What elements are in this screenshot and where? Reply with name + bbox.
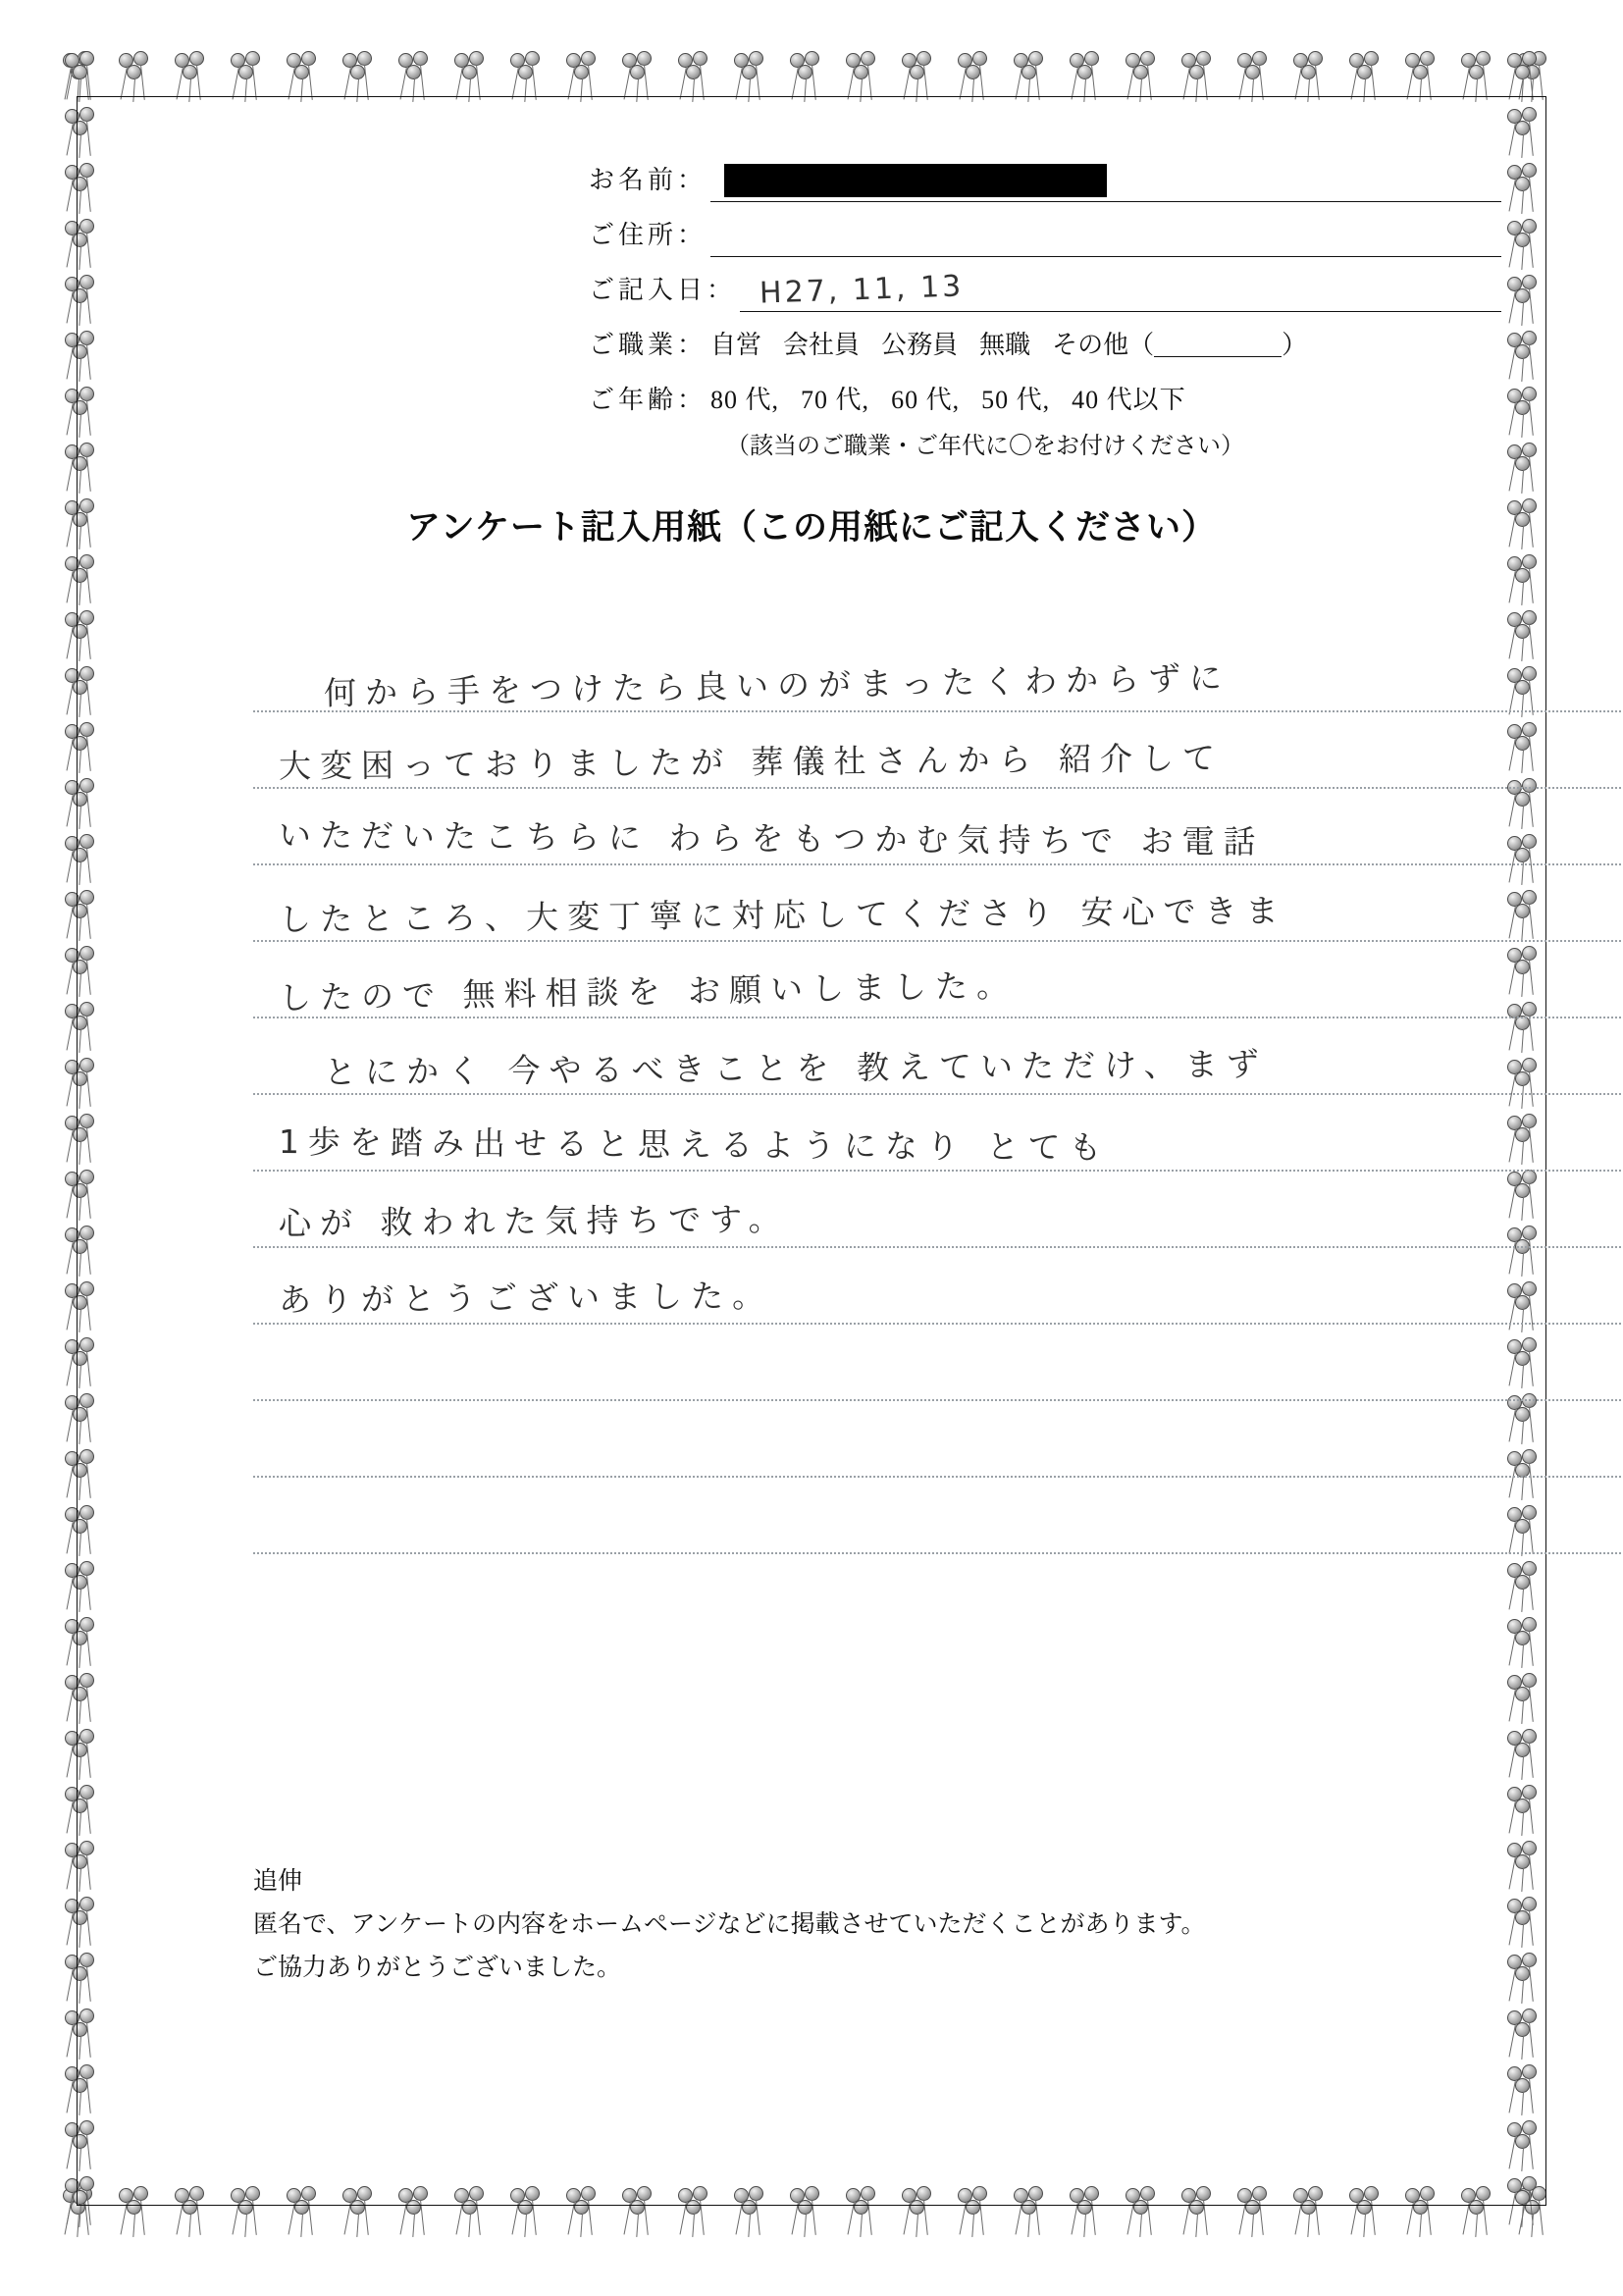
address-colon: ： [677, 221, 704, 249]
field-row-age [589, 367, 1501, 422]
footer-line-3: ご協力ありがとうございました。 [253, 1954, 622, 1981]
handwriting-line[interactable] [253, 1248, 1623, 1325]
field-row-address [589, 202, 1501, 257]
header-fields [589, 147, 1501, 460]
age-option-60s[interactable]: 60 代, [891, 386, 961, 414]
field-row-date [589, 257, 1501, 312]
handwriting-line[interactable] [253, 1401, 1623, 1478]
handwriting-line[interactable] [253, 1018, 1623, 1095]
date-input[interactable] [740, 270, 1501, 312]
handwriting-text: 大変困っておりましたが 葬儀社さんから 紹介して [278, 738, 1225, 786]
handwriting-line[interactable] [253, 1172, 1623, 1248]
date-label: ご記入日 [589, 276, 707, 304]
handwriting-line[interactable] [253, 1095, 1623, 1172]
age-colon: ： [677, 386, 704, 414]
handwriting-line[interactable] [253, 789, 1623, 865]
occupation-option-unemployed[interactable]: 無職 [979, 331, 1031, 359]
date-colon: ： [707, 276, 733, 304]
occupation-option-self-employed[interactable]: 自営 [710, 331, 762, 359]
occupation-other-close: ） [1282, 331, 1308, 359]
occupation-colon: ： [677, 331, 704, 359]
occupation-options [710, 325, 1307, 367]
age-option-50s[interactable]: 50 代, [981, 386, 1051, 414]
handwriting-line[interactable] [253, 1325, 1623, 1401]
handwriting-line[interactable] [253, 1478, 1623, 1554]
field-row-occupation [589, 312, 1501, 367]
handwriting-text: したので 無料相談を お願いしました。 [278, 965, 1019, 1018]
redaction-bar [724, 164, 1107, 197]
handwriting-line[interactable] [253, 942, 1623, 1018]
handwriting-text: ありがとうございました。 [278, 1276, 774, 1320]
handwriting-text: したところ、大変丁寧に対応してくださり 安心できま [278, 891, 1287, 939]
handwriting-line[interactable] [253, 712, 1623, 789]
date-handwritten-value: H27, 11, 13 [759, 269, 965, 311]
footer-line-1: 追伸 [253, 1868, 303, 1895]
page-title: アンケート記入用紙（この用紙にご記入ください） [406, 508, 1217, 548]
footer-note [253, 1860, 1529, 1989]
age-option-40s-and-under[interactable]: 40 代以下 [1072, 386, 1186, 414]
occupation-label: ご職業 [589, 331, 678, 359]
name-input[interactable] [710, 160, 1501, 202]
age-option-70s[interactable]: 70 代, [801, 386, 870, 414]
name-colon: ： [677, 166, 704, 194]
name-label: お名前 [589, 166, 678, 194]
handwriting-text: 心が 救われた気持ちです。 [278, 1199, 790, 1243]
age-options [710, 380, 1186, 422]
circle-instruction: （該当のご職業・ご年代に〇をお付けください） [726, 434, 1244, 459]
occupation-option-public-servant[interactable]: 公務員 [881, 331, 959, 359]
age-option-80s[interactable]: 80 代, [710, 386, 780, 414]
field-row-name [589, 147, 1501, 202]
occupation-option-other[interactable]: その他（ [1052, 331, 1155, 359]
age-label: ご年齢 [589, 386, 678, 414]
address-label: ご住所 [589, 221, 678, 249]
handwriting-area [253, 636, 1623, 1554]
handwriting-line[interactable] [253, 865, 1623, 942]
occupation-option-company-employee[interactable]: 会社員 [783, 331, 861, 359]
handwriting-text: とにかく 今やるべきことを 教えていただけ、まず [323, 1044, 1268, 1092]
footer-line-2: 匿名で、アンケートの内容をホームページなどに掲載させていただくことがあります。 [253, 1910, 1206, 1938]
handwriting-text: 何から手をつけたら良いのがまったくわからずに [323, 657, 1231, 713]
address-input[interactable] [710, 215, 1501, 257]
handwriting-text: 1歩を踏み出せると思えるようになり とても [278, 1122, 1111, 1167]
handwriting-text: いただいたこちらに わらをもつかむ気持ちで お電話 [278, 815, 1265, 861]
occupation-other-input[interactable] [1154, 335, 1282, 357]
handwriting-line[interactable] [253, 636, 1623, 712]
